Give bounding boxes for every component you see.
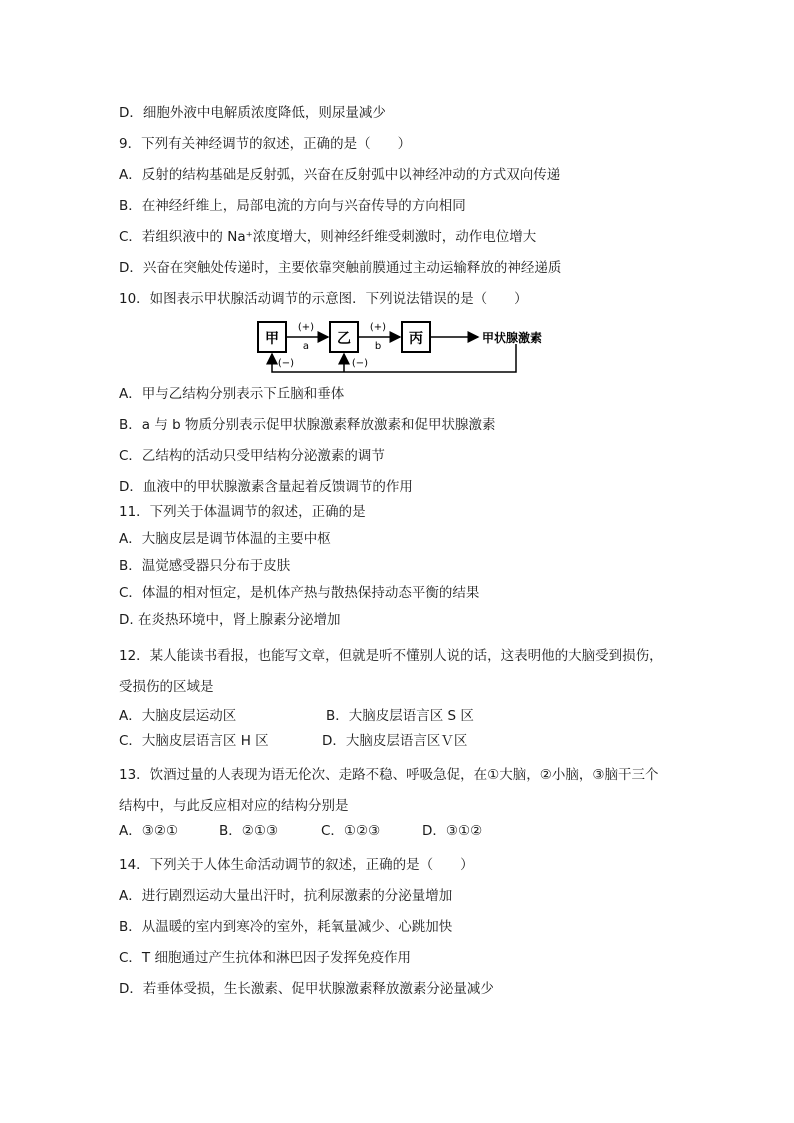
q9-option-a: A．反射的结构基础是反射弧，兴奋在反射弧中以神经冲动的方式双向传递	[119, 167, 561, 183]
q13-option-a: A．③②①	[119, 823, 179, 839]
q11-option-a: A．大脑皮层是调节体温的主要中枢	[119, 531, 331, 547]
q14-option-c: C．T 细胞通过产生抗体和淋巴因子发挥免疫作用	[119, 950, 411, 966]
q10-option-b: B．a 与 b 物质分别表示促甲状腺激素释放激素和促甲状腺激素	[119, 417, 496, 433]
q11-option-b: B．温觉感受器只分布于皮肤	[119, 558, 291, 574]
q14-stem: 14．下列关于人体生命活动调节的叙述，正确的是（ ）	[119, 857, 474, 873]
q12-option-c: C．大脑皮层语言区 H 区	[119, 733, 269, 749]
q13-stem-line1: 13．饮酒过量的人表现为语无伦次、走路不稳、呼吸急促，在①大脑，②小脑，③脑干三个	[119, 767, 659, 783]
arrow-a-label: a	[302, 341, 310, 352]
q13-option-d: D．③①②	[422, 823, 483, 839]
thyroid-regulation-diagram	[254, 318, 554, 380]
q9-stem: 9．下列有关神经调节的叙述，正确的是（ ）	[119, 136, 412, 152]
box-jia-label: 甲	[265, 331, 279, 347]
feedback-sign-1: (−)	[277, 358, 295, 369]
q14-option-a: A．进行剧烈运动大量出汗时，抗利尿激素的分泌量增加	[119, 888, 453, 904]
arrow-b-label: b	[374, 341, 382, 352]
q10-option-d: D．血液中的甲状腺激素含量起着反馈调节的作用	[119, 479, 413, 495]
q10-option-a: A．甲与乙结构分别表示下丘脑和垂体	[119, 386, 345, 402]
output-label: 甲状腺激素	[482, 331, 543, 345]
q12-stem-line2: 受损伤的区域是	[119, 679, 214, 695]
arrow-b-sign: (+)	[369, 322, 387, 333]
q12-option-a: A．大脑皮层运动区	[119, 708, 237, 724]
arrow-a-sign: (+)	[297, 322, 315, 333]
q9-option-d: D．兴奋在突触处传递时，主要依靠突触前膜通过主动运输释放的神经递质	[119, 260, 562, 276]
q13-stem-line2: 结构中，与此反应相对应的结构分别是	[119, 798, 349, 814]
q12-stem-line1: 12．某人能读书看报，也能写文章，但就是听不懂别人说的话，这表明他的大脑受到损伤，	[119, 648, 663, 664]
q14-option-b: B．从温暖的室内到寒冷的室外，耗氧量减少、心跳加快	[119, 919, 453, 935]
feedback-sign-2: (−)	[351, 358, 369, 369]
q11-stem: 11．下列关于体温调节的叙述，正确的是	[119, 504, 366, 520]
q9-option-b: B．在神经纤维上，局部电流的方向与兴奋传导的方向相同	[119, 198, 466, 214]
box-bing-label: 丙	[409, 331, 423, 347]
box-yi-label: 乙	[337, 331, 351, 347]
q13-option-c: C．①②③	[321, 823, 381, 839]
q8-option-d: D．细胞外液中电解质浓度降低，则尿量减少	[119, 105, 386, 121]
q9-option-c: C．若组织液中的 Na⁺浓度增大，则神经纤维受刺激时，动作电位增大	[119, 229, 537, 245]
q14-option-d: D．若垂体受损，生长激素、促甲状腺激素释放激素分泌量减少	[119, 981, 494, 997]
q11-option-d: D. 在炎热环境中，肾上腺素分泌增加	[119, 612, 341, 628]
q12-option-d: D．大脑皮层语言区Ｖ区	[322, 733, 468, 749]
q10-option-c: C．乙结构的活动只受甲结构分泌激素的调节	[119, 448, 385, 464]
q12-option-b: B．大脑皮层语言区 S 区	[326, 708, 474, 724]
q13-option-b: B．②①③	[219, 823, 279, 839]
q11-option-c: C．体温的相对恒定，是机体产热与散热保持动态平衡的结果	[119, 585, 480, 601]
q10-stem: 10．如图表示甲状腺活动调节的示意图．下列说法错误的是（ ）	[119, 291, 528, 307]
